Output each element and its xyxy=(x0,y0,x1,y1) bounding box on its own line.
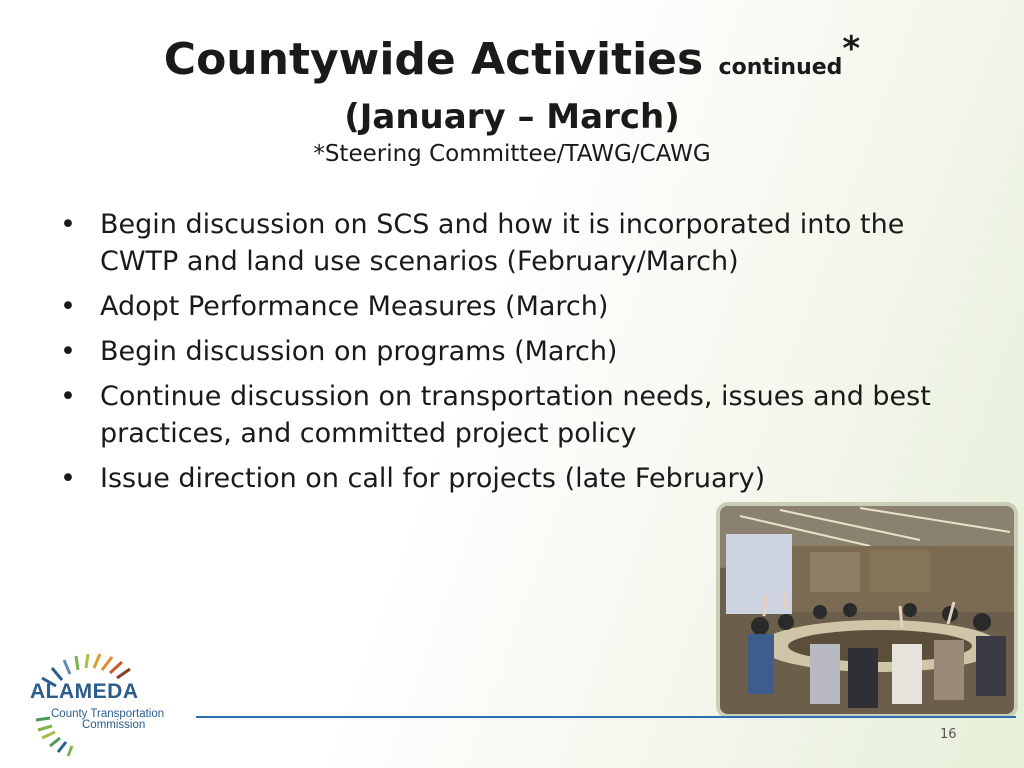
footer-divider xyxy=(196,716,1016,718)
bullet-text: Continue discussion on transportation needs, issues and best practices, and committed project policy xyxy=(100,381,931,449)
slide-title xyxy=(0,22,1024,169)
bullet-item xyxy=(60,288,980,325)
bullet-text: Adopt Performance Measures (March) xyxy=(100,291,609,322)
bullet-dot: • xyxy=(60,463,76,494)
meeting-photo xyxy=(716,502,1018,718)
logo-name: ALAMEDA xyxy=(30,680,139,703)
bullet-dot: • xyxy=(60,336,76,367)
title-period: (January – March) xyxy=(344,97,680,137)
bullet-text: Begin discussion on programs (March) xyxy=(100,336,618,367)
meeting-photo-illustration xyxy=(720,506,1014,714)
bullet-item xyxy=(60,460,980,497)
title-subtitle: *Steering Committee/TAWG/CAWG xyxy=(313,141,711,167)
bullet-dot: • xyxy=(60,381,76,412)
bullet-item xyxy=(60,206,980,280)
bullet-text: Issue direction on call for projects (late February) xyxy=(100,463,766,494)
bullet-item xyxy=(60,378,980,452)
title-continued: continued xyxy=(718,55,843,80)
bullet-dot: • xyxy=(60,291,76,322)
title-main: Countywide Activities xyxy=(163,34,704,85)
logo-subtitle-line1: County Transportation xyxy=(51,708,165,720)
logo-subtitle-line2: Commission xyxy=(82,719,146,731)
title-asterisk: * xyxy=(842,29,861,69)
bullet-item xyxy=(60,333,980,370)
title-main-line xyxy=(0,22,1024,95)
page-number: 16 xyxy=(940,727,957,742)
bullet-text: Begin discussion on SCS and how it is incorporated into the CWTP and land use scenarios (February/March) xyxy=(100,209,905,277)
bullet-dot: • xyxy=(60,209,76,240)
bullet-list xyxy=(60,206,980,505)
